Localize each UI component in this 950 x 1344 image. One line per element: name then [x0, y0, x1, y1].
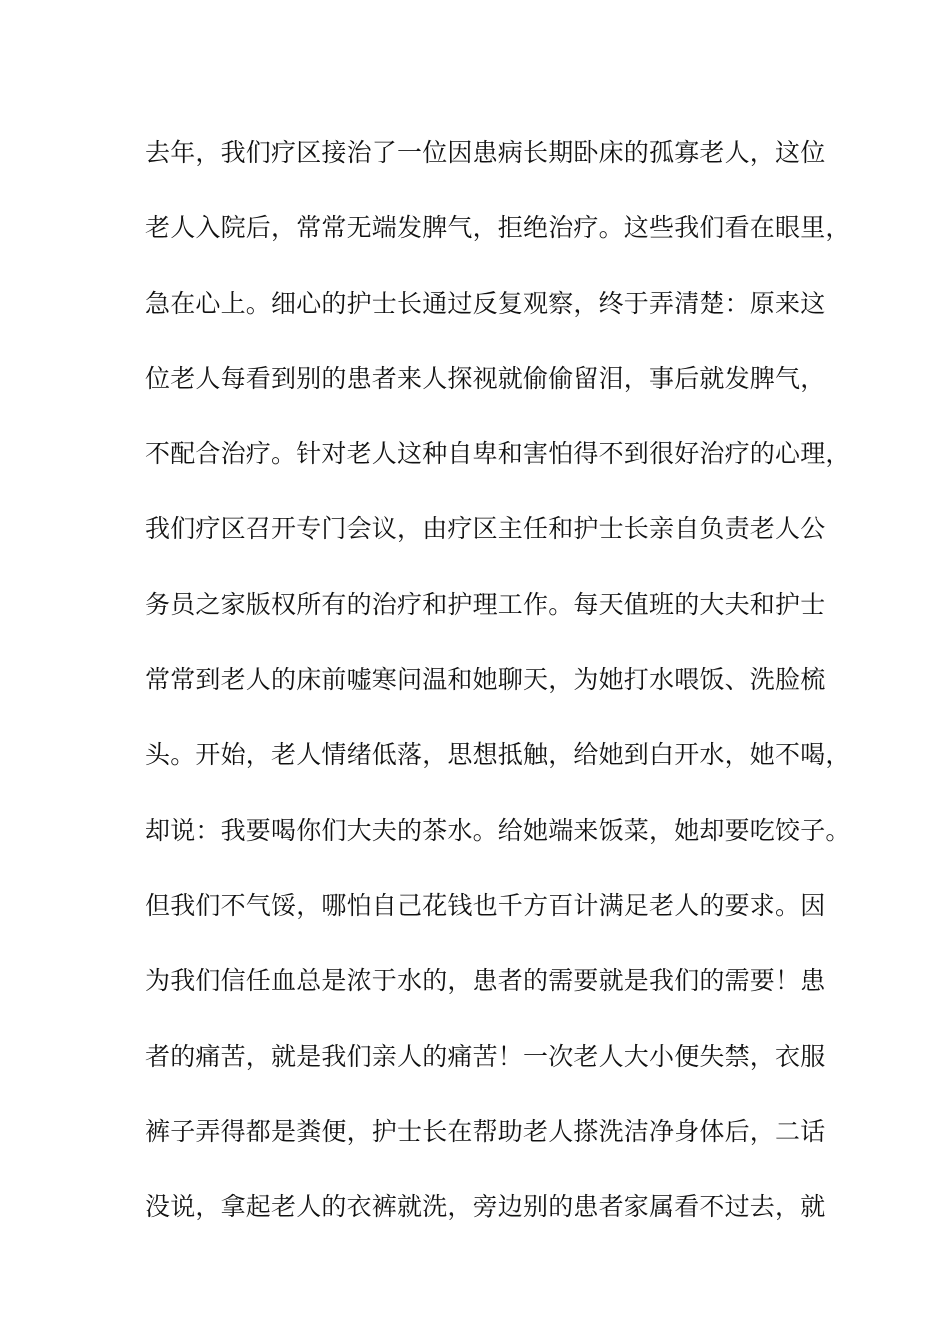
text-line: 但我们不气馁，哪怕自己花钱也千方百计满足老人的要求。因: [145, 890, 826, 920]
text-line: 为我们信任血总是浓于水的，患者的需要就是我们的需要！患: [145, 966, 826, 996]
text-line: 不配合治疗。针对老人这种自卑和害怕得不到很好治疗的心理，: [145, 439, 851, 469]
text-line: 没说，拿起老人的衣裤就洗，旁边别的患者家属看不过去，就: [145, 1192, 826, 1222]
text-line: 裤子弄得都是粪便，护士长在帮助老人搽洗洁净身体后，二话: [145, 1116, 826, 1146]
text-line: 去年，我们疗区接治了一位因患病长期卧床的孤寡老人，这位: [145, 138, 826, 167]
text-line: 常常到老人的床前嘘寒问温和她聊天，为她打水喂饭、洗脸梳: [145, 665, 826, 695]
text-line: 者的痛苦，就是我们亲人的痛苦！一次老人大小便失禁，衣服: [145, 1041, 826, 1071]
text-line: 却说：我要喝你们大夫的茶水。给她端来饭菜，她却要吃饺子。: [145, 815, 851, 845]
text-line: 我们疗区召开专门会议，由疗区主任和护士长亲自负责老人公: [145, 514, 826, 544]
text-line: 老人入院后，常常无端发脾气，拒绝治疗。这些我们看在眼里，: [145, 213, 851, 243]
text-line: 头。开始，老人情绪低落，思想抵触，给她到白开水，她不喝，: [145, 740, 851, 770]
text-line: 急在心上。细心的护士长通过反复观察，终于弄清楚：原来这: [145, 288, 826, 318]
text-line: 务员之家版权所有的治疗和护理工作。每天值班的大夫和护士: [145, 589, 826, 619]
text-line: 位老人每看到别的患者来人探视就偷偷留泪，事后就发脾气，: [145, 363, 826, 393]
body-text: [145, 130, 851, 1259]
